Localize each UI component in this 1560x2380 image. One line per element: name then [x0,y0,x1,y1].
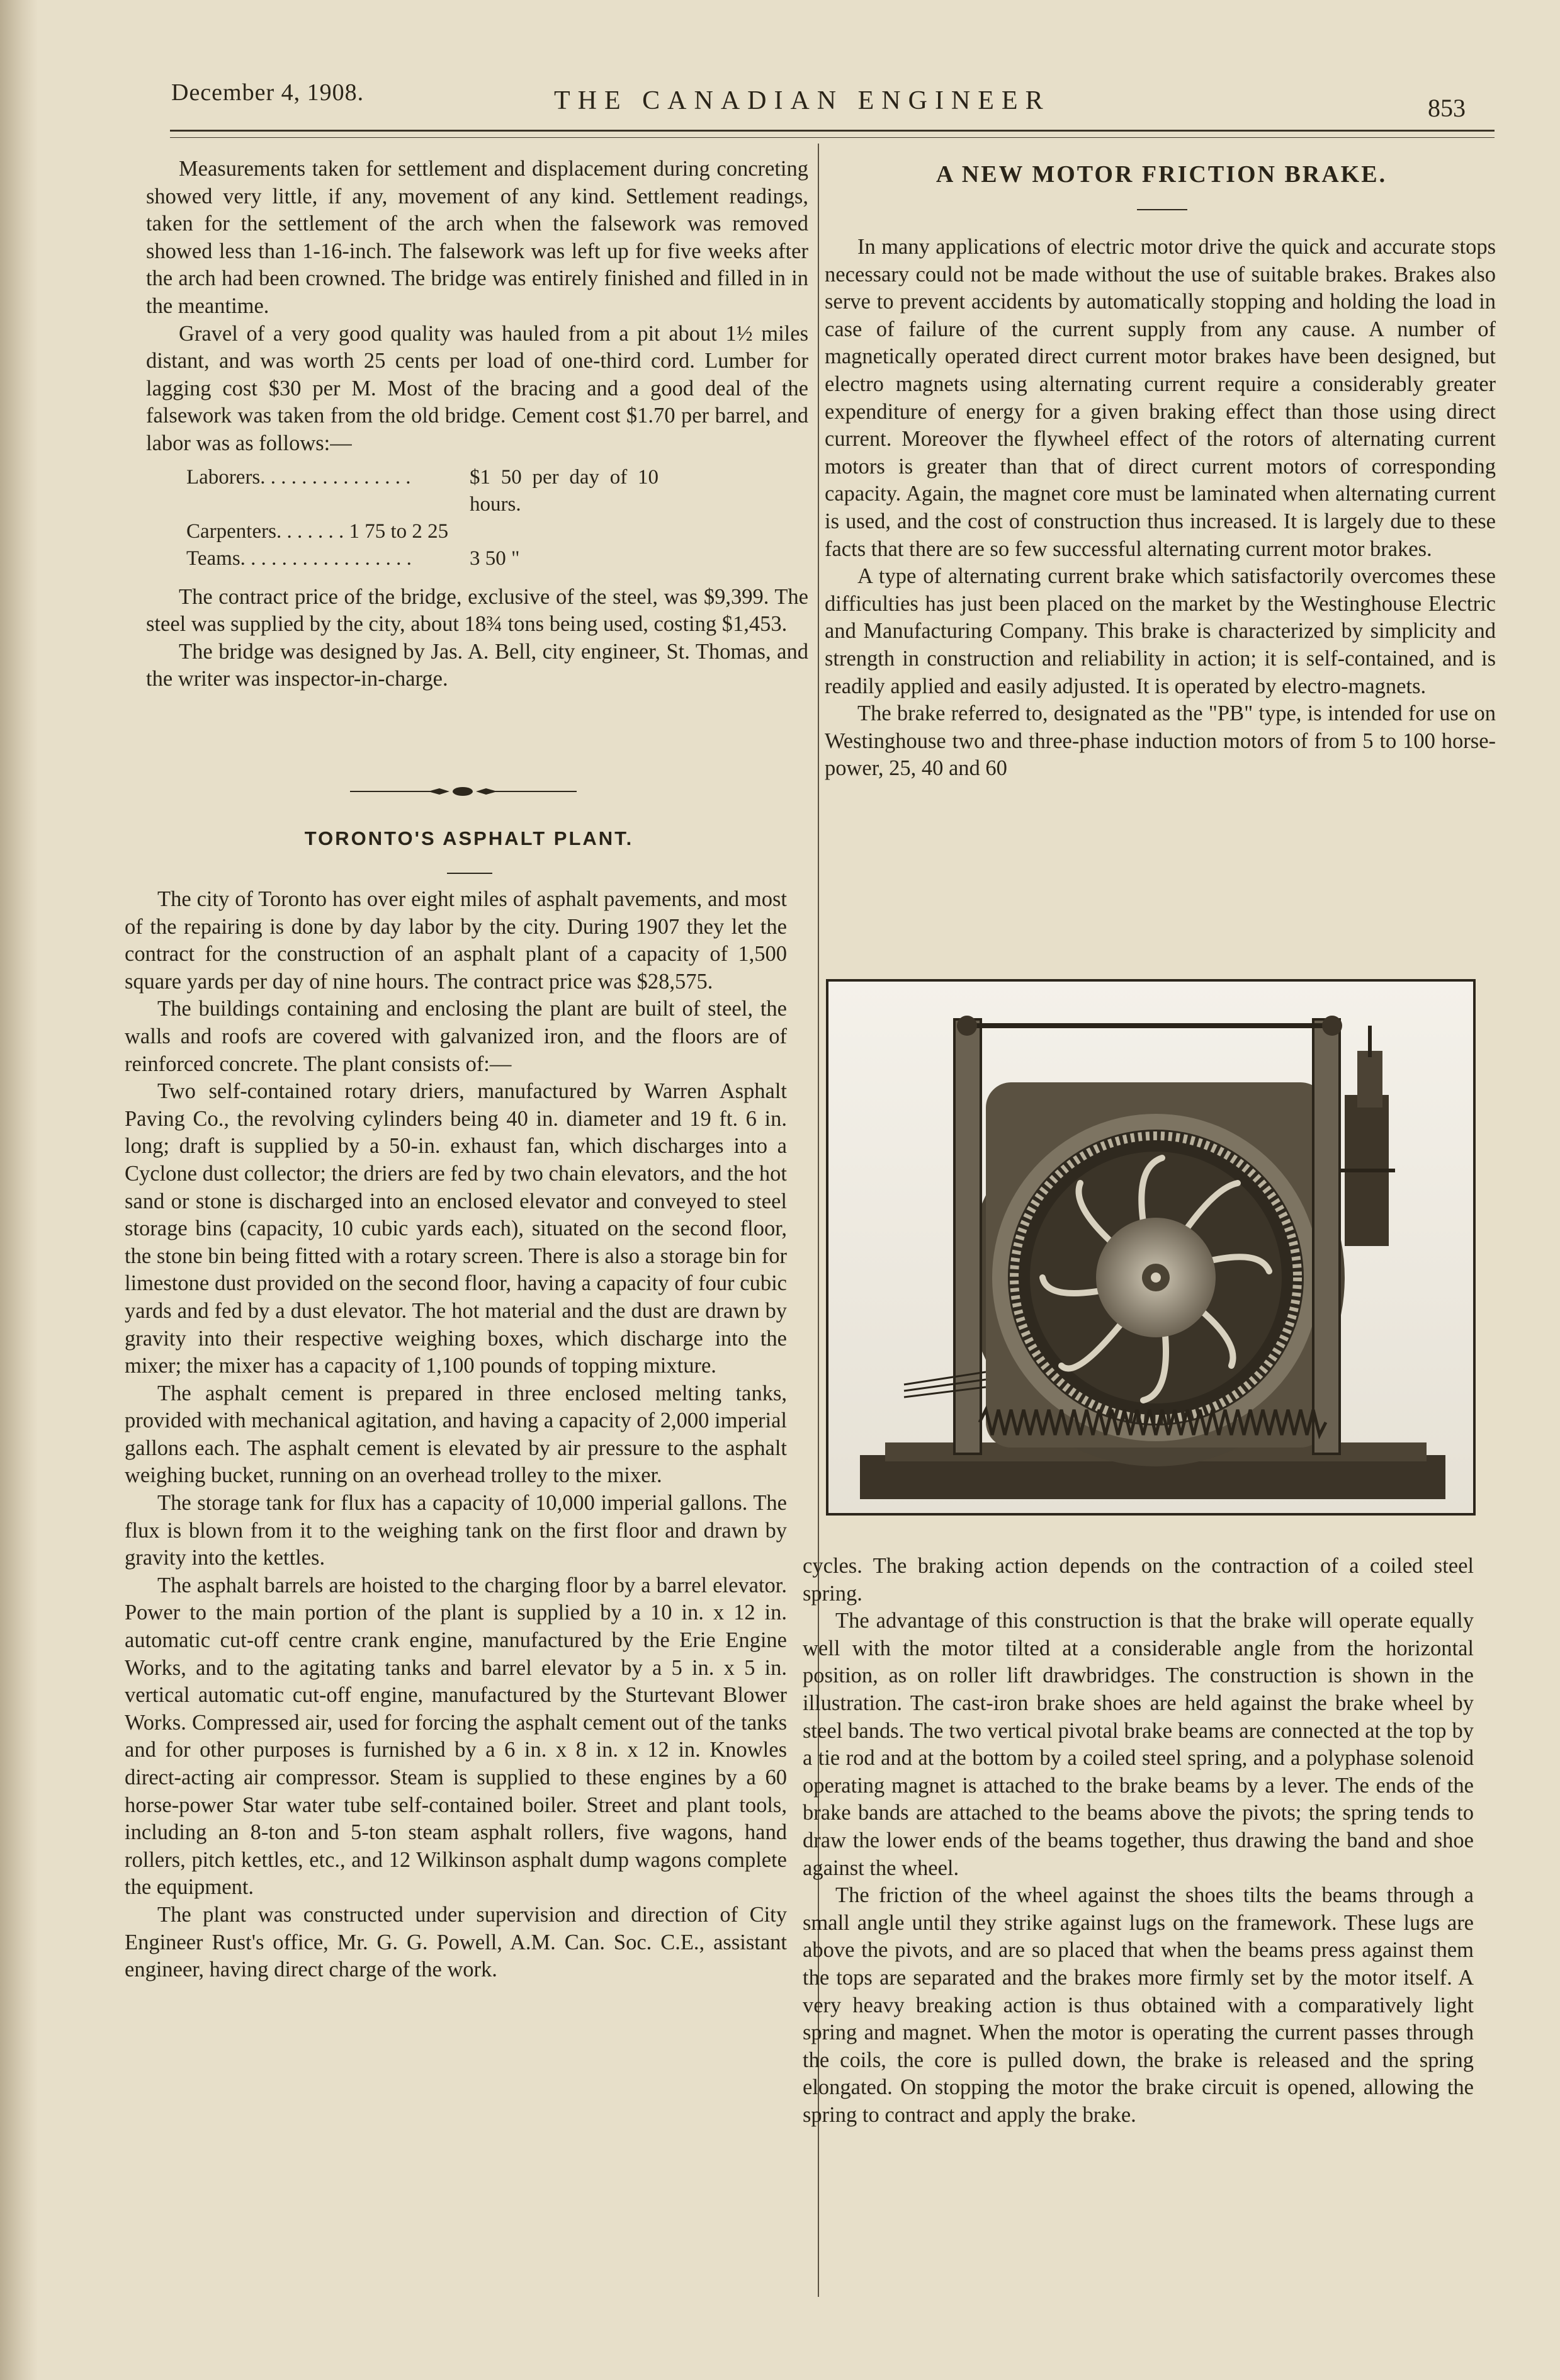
paragraph: Two self-contained rotary driers, manufactured by Warren Asphalt Paving Co., the revolving cylinders being 40 in. diameter and 19 ft. 6 in. long; draft is supplied by a 50-in. exhaust fan, which discharges into a Cyclone dust collector; the driers are fed by two chain elevators, and the hot sand or stone is discharged into an enclosed elevator and conveyed to steel storage bins (capacity, 10 cubic yards each), situated on the second floor, the stone bin being fitted with a rotary screen. There is also a storage bin for limestone dust provided on the second floor, having a capacity of four cubic yards and fed by a dust elevator. The hot material and the dust are drawn by gravity into their respective weighing boxes, which discharge into the mixer; the mixer has a capacity of 1,100 pounds of topping mixture. [125,1079,787,1378]
headline-rule [1137,209,1187,210]
paragraph: A type of alternating current brake which satisfactorily overcomes these difficulties has just been placed on the market by the Westinghouse Electric and Manufacturing Company. This brake is characterized by simplicity and strength in construction and reliability in action; it is self-contained, and is readily applied and easily adjusted. It is operated by electro-magnets. [825,564,1496,698]
paragraph: The storage tank for flux has a capacity of 10,000 imperial gallons. The flux is blown from it to the weighing tank on the first floor and drawn by gravity into the kettles. [125,1491,787,1570]
cost-row [186,464,808,518]
page-binding-shadow [0,0,38,2380]
cost-label: Teams. . . . . . . . . . . . . . . . . [186,547,412,570]
issue-date: December 4, 1908. [171,79,365,106]
cost-row [186,545,808,572]
asphalt-article-headline: TORONTO'S ASPHALT PLANT. [304,827,634,849]
paragraph: In many applications of electric motor drive the quick and accurate stops necessary could not be made without the use of suitable brakes. Brakes also serve to prevent accidents by automatically stopping and holding the load in case of failure of the current supply from any cause. A number of magnetically operated direct current motor brakes have been designed, but electro magnets using alternating current require a considerably greater expenditure of energy for a given braking effect than those using direct current. Moreover the flywheel effect of the rotors of alternating current motors is greater than that of direct current motors of corresponding capacity. Again, the magnet core must be laminated when alternating current is used, and the cost of construction thus increased. It is largely due to these facts that there are so few successful alternating current motor brakes. [825,235,1496,561]
headline-rule [447,873,492,874]
paragraph: The plant was constructed under supervision and direction of City Engineer Rust's office, Mr. G. G. Powell, A.M. Can. Soc. C.E., assistant engineer, having direct charge of the work. [125,1902,787,1982]
header-rule-thick [170,130,1495,132]
paragraph: The asphalt cement is prepared in three enclosed melting tanks, provided with mechanical agitation, and having a capacity of 2,000 imperial gallons each. The asphalt cement is elevated by air pressure to the asphalt weighing bucket, running on an overhead trolley to the mixer. [125,1381,787,1488]
paragraph: The friction of the wheel against the shoes tilts the beams through a small angle until they strike against lugs on the framework. These lugs are above the pivots, and are so placed that when the beams press against them the tops are separated and the brakes more firmly set by the motor itself. A very heavy breaking action is thus obtained with a comparatively light spring and magnet. When the motor is operating the current passes through the coils, the core is pulled down, the brake is released and the spring elongated. On stopping the motor the brake circuit is opened, allowing the spring to contract and apply the brake. [803,1883,1474,2127]
paragraph: The bridge was designed by Jas. A. Bell, city engineer, St. Thomas, and the writer was inspector-in-charge. [146,639,808,691]
labor-cost-table [186,464,808,572]
paragraph: The asphalt barrels are hoisted to the charging floor by a barrel elevator. Power to the main portion of the plant is supplied by a 10 in. x 12 in. automatic cut-off centre crank engine, manufactured by the Erie Engine Works, and to the agitating tanks and barrel elevator by a 5 in. x 5 in. vertical automatic cut-off engine, manufactured by the Sturtevant Blower Works. Compressed air, used for forcing the asphalt cement out of the tanks and for other purposes is furnished by a 6 in. x 8 in. x 12 in. Knowles direct-acting air compressor. Steam is supplied to these engines by a 60 horse-power Star water tube self-contained boiler. Street and plant tools, including an 8-ton and 5-ton steam asphalt rollers, five wagons, hand rollers, pitch kettles, etc., and 12 Wilkinson asphalt dump wagons complete the equipment. [125,1573,787,1900]
cost-value: $1 50 per day of 10 hours. [470,465,658,516]
brake-article-headline: A NEW MOTOR FRICTION BRAKE. [935,161,1388,188]
paragraph: Gravel of a very good quality was hauled from a pit about 1½ miles distant, and was worth 25 cents per load of one-third cord. Lumber for lagging cost $30 per M. Most of the bracing and a good deal of the falsework was taken from the old bridge. Cement cost $1.70 per barrel, and labor was as follows:— [146,321,808,455]
motor-brake-illustration [828,982,1473,1513]
section-ornament [350,785,577,798]
paragraph: The advantage of this construction is that the brake will operate equally well with the motor tilted at a considerable angle from the horizontal position, as on roller lift drawbridges. The construction is shown in the illustration. The cast-iron brake shoes are held against the brake wheel by steel bands. The two vertical pivotal brake beams are connected at the top by a tie rod and at the bottom by a coiled steel spring, and a polyphase solenoid operating magnet is attached to the brake beams by a lever. The ends of the brake bands are attached to the beams above the pivots; the spring tends to draw the lower ends of the beams together, thus drawing the band and shoe against the wheel. [803,1609,1474,1880]
cost-label: Laborers. . . . . . . . . . . . . . . [186,465,411,489]
paragraph: The city of Toronto has over eight miles of asphalt pavements, and most of the repairing is done by day labor by the city. During 1907 they let the contract for the construction of an asphalt plant of a capacity of 1,500 square yards per day of nine hours. The contract price was $28,575. [125,887,787,994]
page-number: 853 [1428,94,1466,122]
journal-title: THE CANADIAN ENGINEER [554,86,1051,115]
ornament-icon [428,786,497,797]
paragraph: The buildings containing and enclosing the plant are built of steel, the walls and roofs are covered with galvanized iron, and the floors are of reinforced concrete. The plant consists of:— [125,997,787,1076]
paragraph: The contract price of the bridge, exclusive of the steel, was $9,399. The steel was supplied by the city, about 18¾ tons being used, costing $1,453. [146,584,808,637]
header-rule-thin [170,137,1495,138]
paragraph: The brake referred to, designated as the "PB" type, is intended for use on Westinghouse two and three-phase induction motors of from 5 to 100 horse-power, 25, 40 and 60 [825,701,1496,781]
running-header [0,0,1560,151]
motor-brake-photograph [826,979,1476,1516]
cost-value [470,518,658,545]
paragraph: Measurements taken for settlement and displacement during concreting showed very little, if any, movement of any kind. Settlement readings, taken for the settlement of the arch when the falsework was removed showed less than 1-16-inch. The falsework was left up for five weeks after the arch had been crowned. The bridge was entirely finished and filled in in the meantime. [146,157,808,318]
bridge-article-continuation [146,156,808,693]
asphalt-article-body [125,886,787,1984]
brake-article-body-bottom [803,1553,1474,2129]
cost-value: 3 50 " [470,547,520,570]
brake-article-body-top [825,234,1496,783]
cost-row [186,518,808,545]
cost-label: Carpenters. . . . . . . 1 75 to 2 25 [186,519,449,543]
paragraph: cycles. The braking action depends on the contraction of a coiled steel spring. [803,1554,1474,1606]
